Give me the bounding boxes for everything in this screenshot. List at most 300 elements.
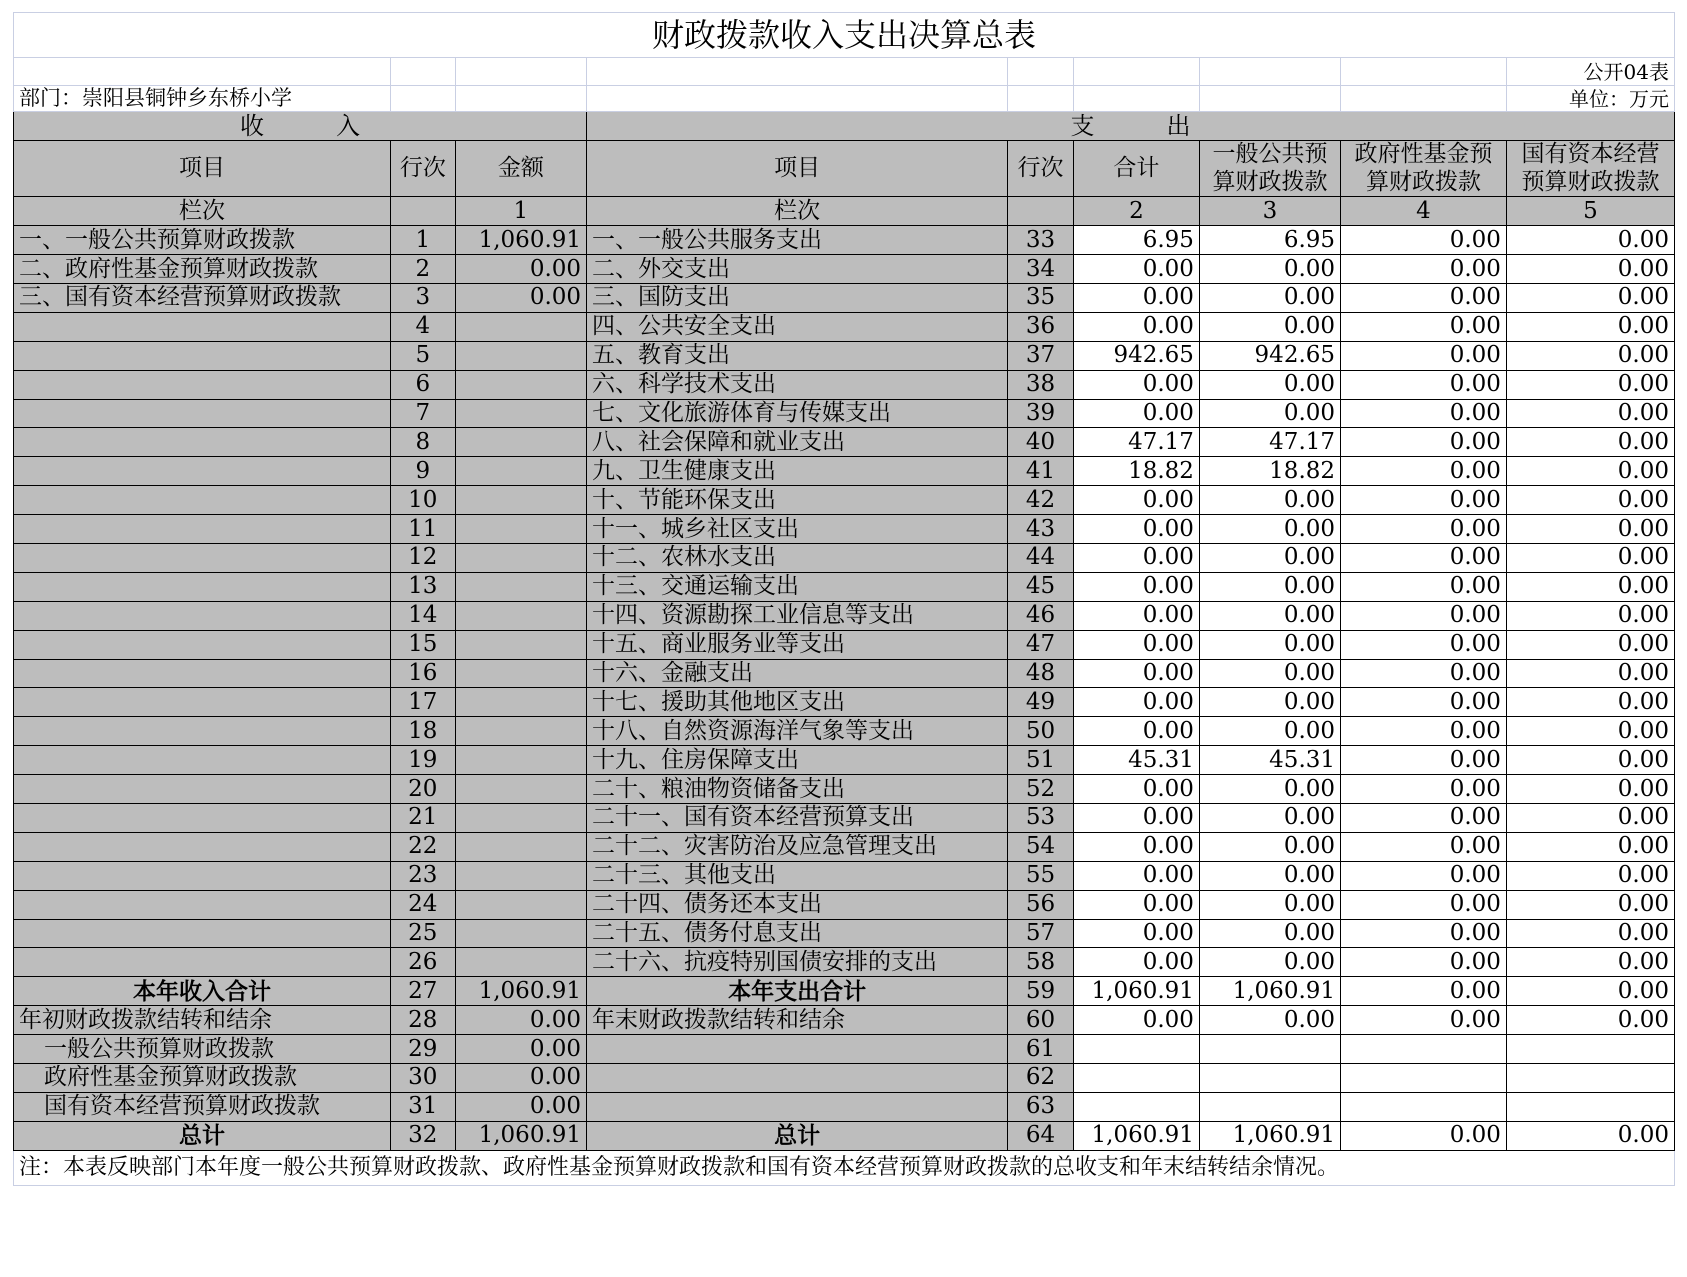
column-index-5: 5 [1506,197,1674,226]
table-row [14,804,1675,833]
income-row-number: 22 [391,832,456,861]
income-item [14,630,391,659]
income-amount: 1,060.91 [455,977,586,1006]
income-amount: 1,060.91 [455,226,586,255]
expense-item: 一、一般公共服务支出 [587,226,1008,255]
income-item [14,543,391,572]
expense-fund: 0.00 [1341,717,1507,746]
carry-row [14,1035,1675,1064]
expense-total: 0.00 [1073,399,1199,428]
expense-fund: 0.00 [1341,543,1507,572]
income-amount [455,312,586,341]
income-row-number: 16 [391,659,456,688]
expense-item: 二十三、其他支出 [587,861,1008,890]
expense-item: 二、外交支出 [587,255,1008,284]
col-header-total: 合计 [1073,141,1199,197]
expense-total: 0.00 [1073,515,1199,544]
carry-row [14,1064,1675,1093]
col-header-fund: 政府性基金预算财政拨款 [1341,141,1507,197]
expense-item [587,1064,1008,1093]
income-amount: 1,060.91 [455,1121,586,1150]
expense-row-number: 48 [1008,659,1074,688]
income-amount [455,486,586,515]
expense-total: 0.00 [1073,919,1199,948]
income-amount [455,717,586,746]
expense-total: 0.00 [1073,283,1199,312]
department-label: 部门：崇阳县铜钟乡东桥小学 [14,86,391,112]
expense-fund: 0.00 [1341,659,1507,688]
income-item [14,457,391,486]
expense-state-capital: 0.00 [1506,861,1674,890]
expense-row-number: 60 [1008,1006,1074,1035]
income-item [14,370,391,399]
expense-item: 二十二、灾害防治及应急管理支出 [587,832,1008,861]
expense-fund: 0.00 [1341,312,1507,341]
income-row-number: 5 [391,341,456,370]
table-row [14,399,1675,428]
col-header-amount: 金额 [455,141,586,197]
carry-row [14,1092,1675,1121]
expense-item: 十六、金融支出 [587,659,1008,688]
income-row-number: 15 [391,630,456,659]
expense-fund: 0.00 [1341,977,1507,1006]
expense-item: 十二、农林水支出 [587,543,1008,572]
expense-item: 六、科学技术支出 [587,370,1008,399]
income-item [14,746,391,775]
expense-total: 0.00 [1073,804,1199,833]
expense-fund [1341,1035,1507,1064]
income-row-number: 2 [391,255,456,284]
col-header-expense-rowno: 行次 [1008,141,1074,197]
expense-fund: 0.00 [1341,486,1507,515]
expense-row-number: 59 [1008,977,1074,1006]
expense-total: 942.65 [1073,341,1199,370]
expense-item: 二十六、抗疫特别国债安排的支出 [587,948,1008,977]
income-amount [455,688,586,717]
table-row [14,341,1675,370]
income-amount [455,341,586,370]
expense-fund: 0.00 [1341,688,1507,717]
expense-total: 0.00 [1073,832,1199,861]
expense-total: 0.00 [1073,717,1199,746]
expense-fund: 0.00 [1341,572,1507,601]
expense-item: 年末财政拨款结转和结余 [587,1006,1008,1035]
expense-state-capital: 0.00 [1506,775,1674,804]
expense-fund: 0.00 [1341,832,1507,861]
income-row-number: 21 [391,804,456,833]
expense-state-capital: 0.00 [1506,255,1674,284]
expense-general: 0.00 [1199,861,1340,890]
income-row-number: 30 [391,1064,456,1093]
expense-row-number: 62 [1008,1064,1074,1093]
income-item [14,515,391,544]
expense-total: 0.00 [1073,572,1199,601]
expense-total: 47.17 [1073,428,1199,457]
table-row [14,659,1675,688]
expense-fund [1341,1092,1507,1121]
expense-general: 0.00 [1199,399,1340,428]
expense-item: 总计 [587,1121,1008,1150]
expense-item: 十一、城乡社区支出 [587,515,1008,544]
expense-state-capital: 0.00 [1506,601,1674,630]
expense-row-number: 52 [1008,775,1074,804]
income-amount [455,832,586,861]
income-item: 年初财政拨款结转和结余 [14,1006,391,1035]
income-row-number: 19 [391,746,456,775]
income-amount: 0.00 [455,1064,586,1093]
income-row-number: 1 [391,226,456,255]
income-row-number: 7 [391,399,456,428]
expense-state-capital [1506,1035,1674,1064]
expense-general: 0.00 [1199,283,1340,312]
income-item: 总计 [14,1121,391,1150]
expense-item: 五、教育支出 [587,341,1008,370]
table-row [14,283,1675,312]
expense-item: 十四、资源勘探工业信息等支出 [587,601,1008,630]
expense-item: 二十一、国有资本经营预算支出 [587,804,1008,833]
expense-item [587,1035,1008,1064]
income-item [14,861,391,890]
income-row-number: 6 [391,370,456,399]
col-header-state-capital: 国有资本经营预算财政拨款 [1506,141,1674,197]
expense-state-capital: 0.00 [1506,1121,1674,1150]
expense-state-capital: 0.00 [1506,804,1674,833]
income-row-number: 18 [391,717,456,746]
expense-general: 0.00 [1199,486,1340,515]
expense-state-capital: 0.00 [1506,226,1674,255]
expense-fund: 0.00 [1341,515,1507,544]
expense-total: 0.00 [1073,775,1199,804]
income-item [14,312,391,341]
expense-total: 0.00 [1073,688,1199,717]
expense-fund: 0.00 [1341,370,1507,399]
table-row [14,572,1675,601]
expense-general: 0.00 [1199,630,1340,659]
expense-general [1199,1035,1340,1064]
expense-row-number: 54 [1008,832,1074,861]
income-row-number: 27 [391,977,456,1006]
expense-fund: 0.00 [1341,804,1507,833]
income-item: 一般公共预算财政拨款 [14,1035,391,1064]
expense-total [1073,1064,1199,1093]
table-row [14,543,1675,572]
expense-item: 十三、交通运输支出 [587,572,1008,601]
expense-state-capital: 0.00 [1506,428,1674,457]
expense-fund: 0.00 [1341,457,1507,486]
expense-state-capital [1506,1064,1674,1093]
expense-fund: 0.00 [1341,428,1507,457]
expense-general: 0.00 [1199,688,1340,717]
expense-state-capital: 0.00 [1506,746,1674,775]
income-row-number: 32 [391,1121,456,1150]
expense-row-number: 49 [1008,688,1074,717]
expense-general: 0.00 [1199,255,1340,284]
income-amount [455,804,586,833]
expense-row-number: 44 [1008,543,1074,572]
expense-state-capital: 0.00 [1506,688,1674,717]
expense-general: 0.00 [1199,804,1340,833]
income-amount: 0.00 [455,1035,586,1064]
income-row-number: 24 [391,890,456,919]
expense-general: 0.00 [1199,775,1340,804]
expense-total [1073,1035,1199,1064]
expense-state-capital: 0.00 [1506,919,1674,948]
expense-state-capital: 0.00 [1506,890,1674,919]
expense-item: 十九、住房保障支出 [587,746,1008,775]
income-amount: 0.00 [455,1092,586,1121]
expense-state-capital: 0.00 [1506,543,1674,572]
expense-state-capital: 0.00 [1506,832,1674,861]
expense-total: 0.00 [1073,370,1199,399]
expense-state-capital: 0.00 [1506,977,1674,1006]
form-number: 公开04表 [1506,58,1674,86]
income-amount [455,399,586,428]
expense-general: 45.31 [1199,746,1340,775]
expense-general: 6.95 [1199,226,1340,255]
income-row-number: 28 [391,1006,456,1035]
income-amount [455,515,586,544]
income-header: 收 入 [14,112,587,141]
expense-fund: 0.00 [1341,919,1507,948]
expense-total: 0.00 [1073,601,1199,630]
expense-general: 0.00 [1199,832,1340,861]
table-row [14,948,1675,977]
expense-general [1199,1092,1340,1121]
expense-total: 0.00 [1073,948,1199,977]
income-row-number: 13 [391,572,456,601]
expense-state-capital: 0.00 [1506,283,1674,312]
expense-general: 47.17 [1199,428,1340,457]
report-sheet [13,12,1675,1186]
expense-state-capital: 0.00 [1506,370,1674,399]
expense-row-number: 42 [1008,486,1074,515]
expense-fund: 0.00 [1341,746,1507,775]
income-item [14,486,391,515]
expense-total: 6.95 [1073,226,1199,255]
expense-fund: 0.00 [1341,283,1507,312]
expense-general [1199,1064,1340,1093]
income-row-number: 3 [391,283,456,312]
expense-general: 0.00 [1199,601,1340,630]
expense-item: 三、国防支出 [587,283,1008,312]
income-amount [455,630,586,659]
expense-item: 十五、商业服务业等支出 [587,630,1008,659]
expense-general: 0.00 [1199,919,1340,948]
expense-item: 四、公共安全支出 [587,312,1008,341]
income-row-number: 26 [391,948,456,977]
income-item [14,428,391,457]
col-header-expense-item: 项目 [587,141,1008,197]
income-item: 国有资本经营预算财政拨款 [14,1092,391,1121]
expense-state-capital [1506,1092,1674,1121]
expense-row-number: 46 [1008,601,1074,630]
expense-general: 0.00 [1199,890,1340,919]
expense-total: 0.00 [1073,486,1199,515]
expense-item [587,1092,1008,1121]
column-index-label-expense: 栏次 [587,197,1008,226]
expense-general: 0.00 [1199,515,1340,544]
expense-fund [1341,1064,1507,1093]
table-row [14,428,1675,457]
column-index-3: 3 [1199,197,1340,226]
income-row-number: 25 [391,919,456,948]
expense-row-number: 45 [1008,572,1074,601]
expense-item: 十七、援助其他地区支出 [587,688,1008,717]
expense-fund: 0.00 [1341,1006,1507,1035]
income-amount [455,948,586,977]
income-item [14,659,391,688]
income-row-number: 11 [391,515,456,544]
income-item [14,948,391,977]
expense-fund: 0.00 [1341,1121,1507,1150]
table-row [14,312,1675,341]
income-row-number: 8 [391,428,456,457]
expense-general: 0.00 [1199,572,1340,601]
expense-general: 18.82 [1199,457,1340,486]
expense-state-capital: 0.00 [1506,630,1674,659]
expense-state-capital: 0.00 [1506,572,1674,601]
table-row [14,457,1675,486]
income-amount: 0.00 [455,283,586,312]
expense-total: 0.00 [1073,659,1199,688]
income-row-number: 31 [391,1092,456,1121]
expense-row-number: 58 [1008,948,1074,977]
expense-state-capital: 0.00 [1506,312,1674,341]
expense-row-number: 41 [1008,457,1074,486]
expense-row-number: 51 [1008,746,1074,775]
income-amount: 0.00 [455,255,586,284]
expense-row-number: 64 [1008,1121,1074,1150]
expense-item: 十、节能环保支出 [587,486,1008,515]
income-item: 政府性基金预算财政拨款 [14,1064,391,1093]
table-row [14,890,1675,919]
expense-general: 942.65 [1199,341,1340,370]
col-header-income-rowno: 行次 [391,141,456,197]
expense-item: 二十、粮油物资储备支出 [587,775,1008,804]
expense-total: 0.00 [1073,861,1199,890]
year-total-row [14,977,1675,1006]
expense-item: 二十五、债务付息支出 [587,919,1008,948]
expense-total: 0.00 [1073,630,1199,659]
income-item [14,775,391,804]
income-amount [455,457,586,486]
expense-total: 45.31 [1073,746,1199,775]
expense-total: 0.00 [1073,312,1199,341]
expense-general: 0.00 [1199,1006,1340,1035]
income-item [14,804,391,833]
expense-row-number: 38 [1008,370,1074,399]
expense-fund: 0.00 [1341,601,1507,630]
expense-row-number: 53 [1008,804,1074,833]
expense-item: 七、文化旅游体育与传媒支出 [587,399,1008,428]
expense-fund: 0.00 [1341,775,1507,804]
expense-total: 0.00 [1073,543,1199,572]
expense-row-number: 34 [1008,255,1074,284]
expense-general: 0.00 [1199,312,1340,341]
column-index-1: 1 [455,197,586,226]
expense-state-capital: 0.00 [1506,1006,1674,1035]
income-item: 三、国有资本经营预算财政拨款 [14,283,391,312]
expense-general: 0.00 [1199,370,1340,399]
income-item [14,890,391,919]
income-item [14,341,391,370]
expense-state-capital: 0.00 [1506,486,1674,515]
expense-total: 1,060.91 [1073,977,1199,1006]
expense-general: 0.00 [1199,659,1340,688]
table-row [14,370,1675,399]
col-header-general: 一般公共预算财政拨款 [1199,141,1340,197]
income-amount [455,861,586,890]
income-item [14,572,391,601]
expense-row-number: 50 [1008,717,1074,746]
expense-row-number: 43 [1008,515,1074,544]
expense-row-number: 40 [1008,428,1074,457]
income-row-number: 10 [391,486,456,515]
income-row-number: 20 [391,775,456,804]
expense-item: 九、卫生健康支出 [587,457,1008,486]
income-amount [455,919,586,948]
income-amount [455,428,586,457]
income-amount [455,746,586,775]
expense-row-number: 57 [1008,919,1074,948]
income-amount [455,543,586,572]
table-row [14,919,1675,948]
table-row [14,717,1675,746]
expense-fund: 0.00 [1341,890,1507,919]
expense-header: 支 出 [587,112,1675,141]
expense-total: 18.82 [1073,457,1199,486]
expense-state-capital: 0.00 [1506,948,1674,977]
income-row-number: 14 [391,601,456,630]
expense-general: 0.00 [1199,717,1340,746]
table-row [14,486,1675,515]
income-amount: 0.00 [455,1006,586,1035]
income-row-number: 12 [391,543,456,572]
expense-total [1073,1092,1199,1121]
income-amount [455,775,586,804]
expense-item: 本年支出合计 [587,977,1008,1006]
expense-row-number: 63 [1008,1092,1074,1121]
income-item: 一、一般公共预算财政拨款 [14,226,391,255]
expense-total: 0.00 [1073,255,1199,284]
income-item [14,832,391,861]
table-row [14,255,1675,284]
expense-row-number: 61 [1008,1035,1074,1064]
expense-total: 0.00 [1073,890,1199,919]
expense-row-number: 33 [1008,226,1074,255]
income-amount [455,659,586,688]
table-row [14,630,1675,659]
expense-fund: 0.00 [1341,341,1507,370]
expense-general: 1,060.91 [1199,977,1340,1006]
income-row-number: 4 [391,312,456,341]
expense-row-number: 35 [1008,283,1074,312]
income-amount [455,601,586,630]
expense-state-capital: 0.00 [1506,457,1674,486]
grand-total-row [14,1121,1675,1150]
table-row [14,832,1675,861]
expense-fund: 0.00 [1341,630,1507,659]
expense-total: 1,060.91 [1073,1121,1199,1150]
expense-general: 0.00 [1199,948,1340,977]
expense-general: 0.00 [1199,543,1340,572]
col-header-income-item: 项目 [14,141,391,197]
expense-state-capital: 0.00 [1506,515,1674,544]
expense-item: 二十四、债务还本支出 [587,890,1008,919]
income-row-number: 23 [391,861,456,890]
income-row-number: 9 [391,457,456,486]
income-item [14,688,391,717]
